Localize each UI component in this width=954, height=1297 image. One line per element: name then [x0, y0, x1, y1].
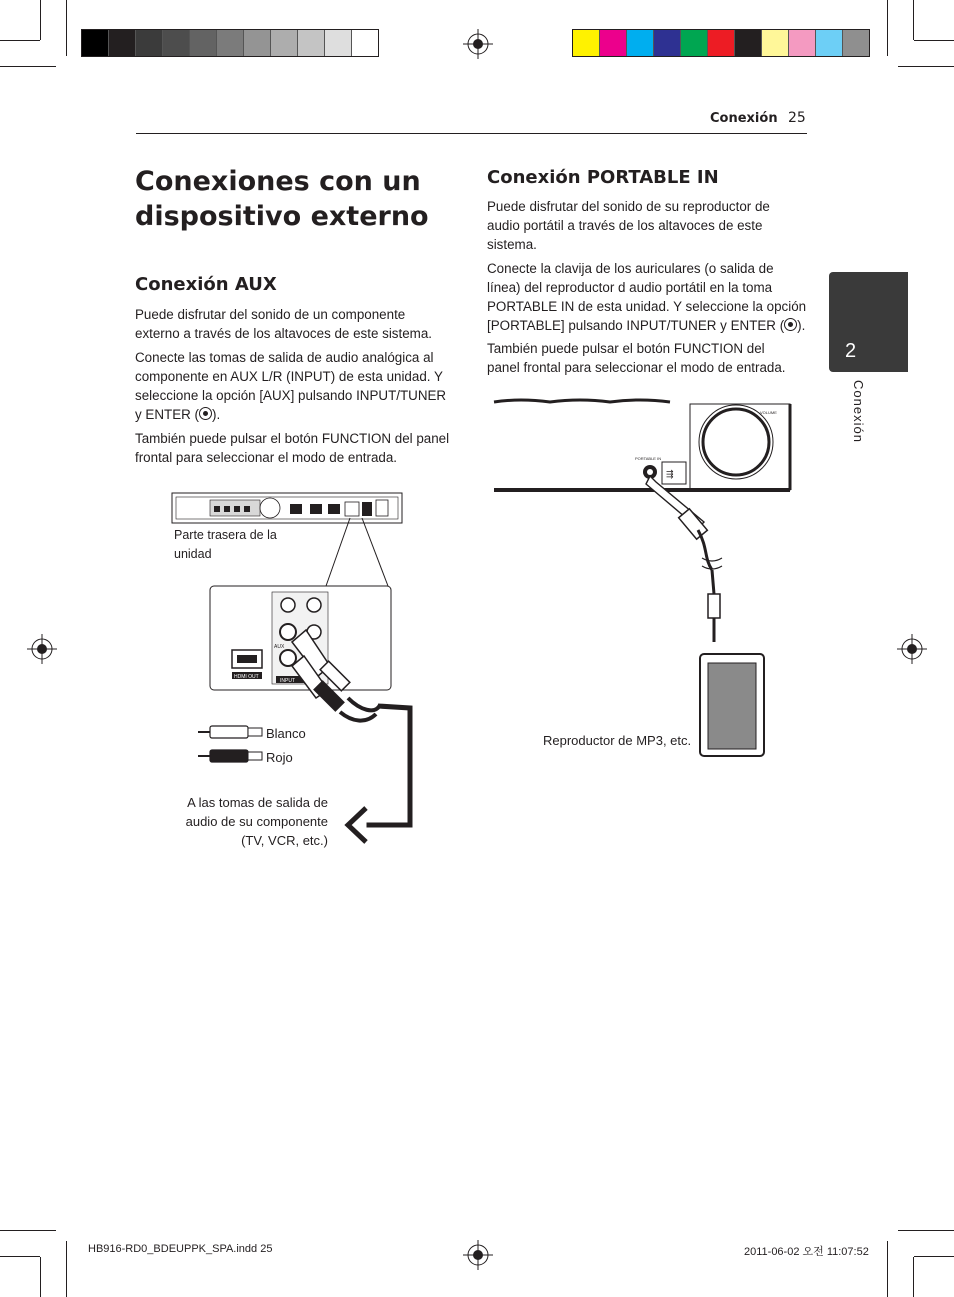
- aux-paragraph-1: Puede disfrutar del sonido de un componente externo a través de los altavoces de este sistema.: [135, 307, 432, 341]
- crop-mark: [887, 0, 888, 56]
- grayscale-calibration-bar: [81, 29, 379, 57]
- color-swatch: [762, 30, 789, 56]
- crop-mark: [914, 1256, 954, 1257]
- crop-mark: [40, 1257, 41, 1297]
- chapter-label: Conexión: [851, 380, 866, 443]
- color-swatch: [352, 30, 378, 56]
- color-swatch: [816, 30, 843, 56]
- crop-mark: [887, 1241, 888, 1297]
- color-calibration-bar: [572, 29, 870, 57]
- footer-file-name: HB916-RD0_BDEUPPK_SPA.indd 25: [88, 1243, 273, 1255]
- color-swatch: [789, 30, 816, 56]
- legend-red: Rojo: [266, 750, 293, 765]
- crop-mark: [40, 0, 41, 40]
- registration-mark-icon: [27, 634, 57, 664]
- color-swatch: [681, 30, 708, 56]
- color-swatch: [163, 30, 190, 56]
- crop-mark: [914, 40, 954, 41]
- aux-paragraph-3: También puede pulsar el botón FUNCTION del panel frontal para seleccionar el modo de entrada.: [135, 431, 450, 465]
- chapter-number: 2: [845, 340, 857, 362]
- usb-icon: ⇶: [666, 470, 674, 480]
- aux-paragraph-2-text: Conecte las tomas de salida de audio analógica al componente en AUX L/R (INPUT) de esta unidad. Y seleccione la opción [AUX] pulsando INPUT/TUNER y ENTER (: [135, 350, 447, 422]
- crop-mark: [913, 1257, 914, 1297]
- legend-white: Blanco: [266, 726, 306, 741]
- page-title: Conexiones con un dispositivo externo: [135, 166, 429, 232]
- color-swatch: [708, 30, 735, 56]
- portable-paragraph-2: [487, 259, 809, 335]
- crop-mark: [0, 40, 40, 41]
- footer-timestamp: 2011-06-02 오전 11:07:52: [744, 1246, 869, 1258]
- enter-icon: [199, 407, 212, 420]
- input-label: INPUT: [280, 678, 295, 684]
- aux-paragraph-2-end: ).: [211, 407, 221, 422]
- crop-mark: [0, 1256, 40, 1257]
- color-swatch: [600, 30, 627, 56]
- portable-heading: Conexión PORTABLE IN: [487, 167, 719, 188]
- color-swatch: [136, 30, 163, 56]
- crop-mark: [898, 1230, 954, 1231]
- hdmi-out-label: HDMI OUT: [234, 674, 259, 680]
- crop-mark: [898, 66, 954, 67]
- color-swatch: [325, 30, 352, 56]
- color-swatch: [735, 30, 762, 56]
- portable-in-label: PORTABLE IN: [635, 456, 662, 461]
- registration-mark-icon: [897, 634, 927, 664]
- aux-heading: Conexión AUX: [135, 274, 277, 295]
- portable-paragraph-2-text: Conecte la clavija de los auriculares (o salida de línea) del reproductor d audio portátil en la toma PORTABLE IN de esta unidad. Y seleccione la opción [PORTABLE] pulsando INPUT/TUNER y ENTER (: [487, 261, 807, 333]
- mp3-player-caption: Reproductor de MP3, etc.: [543, 733, 692, 748]
- rear-unit-caption: Parte trasera de la unidad: [174, 528, 277, 561]
- crop-mark: [66, 1241, 67, 1297]
- header-rule: [136, 133, 807, 134]
- color-swatch: [82, 30, 109, 56]
- enter-icon: [784, 318, 797, 331]
- crop-mark: [66, 0, 67, 56]
- registration-mark-icon: [463, 29, 493, 59]
- page-number: 25: [788, 110, 806, 126]
- color-swatch: [627, 30, 654, 56]
- portable-paragraph-2-end: ).: [797, 318, 806, 333]
- aux-label: AUX: [274, 644, 285, 650]
- crop-mark: [0, 1230, 56, 1231]
- portable-paragraph-1: Puede disfrutar del sonido de su reproductor de audio portátil a través de los altavoces de este sistema.: [487, 199, 770, 252]
- color-swatch: [654, 30, 681, 56]
- color-swatch: [217, 30, 244, 56]
- color-swatch: [573, 30, 600, 56]
- color-swatch: [244, 30, 271, 56]
- aux-paragraph-2: [135, 348, 453, 424]
- chapter-tab: [829, 272, 908, 372]
- outputs-caption: A las tomas de salida de audio de su componente (TV, VCR, etc.): [185, 795, 328, 848]
- running-head: Conexión: [710, 111, 778, 126]
- portable-connection-diagram: [490, 398, 800, 763]
- color-swatch: [190, 30, 217, 56]
- color-swatch: [271, 30, 298, 56]
- color-swatch: [109, 30, 136, 56]
- crop-mark: [913, 0, 914, 40]
- registration-mark-icon: [463, 1240, 493, 1270]
- portable-paragraph-3: También puede pulsar el botón FUNCTION del panel frontal para seleccionar el modo de entrada.: [487, 341, 786, 375]
- volume-label: VOLUME: [760, 410, 777, 415]
- crop-mark: [0, 66, 56, 67]
- color-swatch: [843, 30, 869, 56]
- color-swatch: [298, 30, 325, 56]
